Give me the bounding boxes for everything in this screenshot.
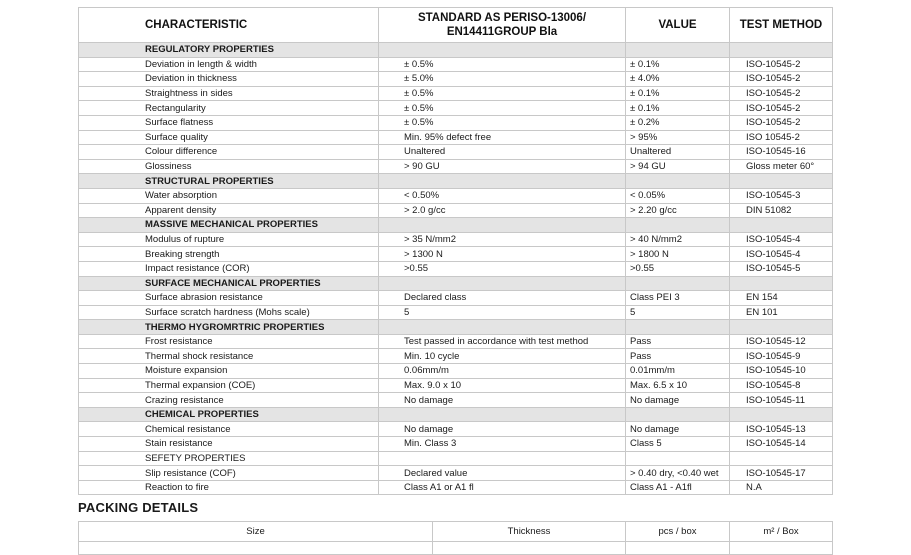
table-row — [79, 145, 833, 160]
standard-cell: < 0.50% — [379, 188, 626, 203]
table-row — [79, 261, 833, 276]
standard-cell: > 1300 N — [379, 247, 626, 262]
table-row — [79, 232, 833, 247]
packing-header-thickness: Thickness — [433, 522, 626, 542]
table-row — [79, 364, 833, 379]
header-value: VALUE — [626, 8, 730, 43]
table-row — [79, 466, 833, 481]
table-row — [79, 334, 833, 349]
section-empty-cell — [379, 174, 626, 189]
characteristic-cell: Slip resistance (COF) — [79, 466, 379, 481]
packing-row — [79, 542, 833, 555]
characteristic-cell: Apparent density — [79, 203, 379, 218]
section-title: SEFETY PROPERTIES — [79, 451, 379, 466]
packing-header-row — [79, 522, 833, 542]
packing-table — [78, 521, 833, 555]
standard-cell: ± 0.5% — [379, 57, 626, 72]
test-method-cell: ISO-10545-8 — [730, 378, 833, 393]
characteristic-cell: Chemical resistance — [79, 422, 379, 437]
section-empty-cell — [626, 320, 730, 335]
value-cell: Pass — [626, 349, 730, 364]
value-cell: 0.01mm/m — [626, 364, 730, 379]
standard-cell: 0.06mm/m — [379, 364, 626, 379]
test-method-cell: ISO-10545-2 — [730, 101, 833, 116]
spec-header-row — [79, 8, 833, 43]
header-standard-line1: STANDARD AS PERISO-13006/ — [417, 12, 587, 24]
header-characteristic: CHARACTERISTIC — [79, 8, 379, 43]
standard-cell: > 90 GU — [379, 159, 626, 174]
section-title: CHEMICAL PROPERTIES — [79, 407, 379, 422]
test-method-cell: ISO-10545-12 — [730, 334, 833, 349]
section-empty-cell — [730, 451, 833, 466]
characteristic-cell: Water absorption — [79, 188, 379, 203]
section-title: THERMO HYGROMRTRIC PROPERTIES — [79, 320, 379, 335]
value-cell: ± 0.1% — [626, 57, 730, 72]
section-empty-cell — [379, 451, 626, 466]
characteristic-cell: Rectangularity — [79, 101, 379, 116]
test-method-cell: EN 101 — [730, 305, 833, 320]
standard-cell: ± 0.5% — [379, 115, 626, 130]
characteristic-cell: Glossiness — [79, 159, 379, 174]
packing-header-pcs-box: pcs / box — [626, 522, 730, 542]
section-empty-cell — [626, 276, 730, 291]
test-method-cell: ISO-10545-16 — [730, 145, 833, 160]
standard-cell: Declared class — [379, 291, 626, 306]
test-method-cell: N.A — [730, 480, 833, 495]
value-cell: >0.55 — [626, 261, 730, 276]
test-method-cell: ISO-10545-2 — [730, 57, 833, 72]
test-method-cell: ISO-10545-5 — [730, 261, 833, 276]
section-header-row — [79, 174, 833, 189]
table-row — [79, 291, 833, 306]
packing-cell — [730, 542, 833, 555]
packing-cell — [626, 542, 730, 555]
test-method-cell: ISO-10545-3 — [730, 188, 833, 203]
standard-cell: > 35 N/mm2 — [379, 232, 626, 247]
table-row — [79, 393, 833, 408]
standard-cell: Min. 10 cycle — [379, 349, 626, 364]
table-row — [79, 130, 833, 145]
section-header-row — [79, 276, 833, 291]
characteristic-cell: Surface flatness — [79, 115, 379, 130]
value-cell: 5 — [626, 305, 730, 320]
standard-cell: No damage — [379, 393, 626, 408]
standard-cell: > 2.0 g/cc — [379, 203, 626, 218]
value-cell: Unaltered — [626, 145, 730, 160]
characteristic-cell: Surface quality — [79, 130, 379, 145]
section-empty-cell — [730, 276, 833, 291]
section-header-row — [79, 43, 833, 58]
standard-cell: ± 5.0% — [379, 72, 626, 87]
characteristic-cell: Moisture expansion — [79, 364, 379, 379]
spec-table-body — [79, 43, 833, 495]
standard-cell: Min. Class 3 — [379, 437, 626, 452]
standard-cell: >0.55 — [379, 261, 626, 276]
test-method-cell: ISO-10545-2 — [730, 115, 833, 130]
characteristic-cell: Reaction to fire — [79, 480, 379, 495]
section-empty-cell — [379, 407, 626, 422]
section-header-row — [79, 451, 833, 466]
test-method-cell: ISO-10545-4 — [730, 232, 833, 247]
header-standard — [379, 8, 626, 43]
table-row — [79, 247, 833, 262]
standard-cell: ± 0.5% — [379, 101, 626, 116]
section-title: SURFACE MECHANICAL PROPERTIES — [79, 276, 379, 291]
section-header-row — [79, 320, 833, 335]
packing-cell — [79, 542, 433, 555]
standard-cell: No damage — [379, 422, 626, 437]
table-row — [79, 349, 833, 364]
test-method-cell: DIN 51082 — [730, 203, 833, 218]
section-header-row — [79, 218, 833, 233]
characteristic-cell: Colour difference — [79, 145, 379, 160]
section-empty-cell — [626, 43, 730, 58]
characteristic-cell: Crazing resistance — [79, 393, 379, 408]
value-cell: > 2.20 g/cc — [626, 203, 730, 218]
value-cell: > 0.40 dry, <0.40 wet — [626, 466, 730, 481]
standard-cell: ± 0.5% — [379, 86, 626, 101]
value-cell: ± 0.1% — [626, 101, 730, 116]
test-method-cell: ISO-10545-14 — [730, 437, 833, 452]
section-title: STRUCTURAL PROPERTIES — [79, 174, 379, 189]
standard-cell: Class A1 or A1 fl — [379, 480, 626, 495]
value-cell: > 1800 N — [626, 247, 730, 262]
table-row — [79, 159, 833, 174]
value-cell: > 40 N/mm2 — [626, 232, 730, 247]
test-method-cell: ISO-10545-17 — [730, 466, 833, 481]
test-method-cell: ISO-10545-4 — [730, 247, 833, 262]
test-method-cell: ISO-10545-2 — [730, 72, 833, 87]
characteristic-cell: Impact resistance (COR) — [79, 261, 379, 276]
value-cell: < 0.05% — [626, 188, 730, 203]
test-method-cell: ISO-10545-11 — [730, 393, 833, 408]
table-row — [79, 480, 833, 495]
test-method-cell: ISO-10545-10 — [730, 364, 833, 379]
section-empty-cell — [379, 43, 626, 58]
standard-cell: Declared value — [379, 466, 626, 481]
test-method-cell: ISO-10545-2 — [730, 86, 833, 101]
value-cell: Pass — [626, 334, 730, 349]
packing-header-size: Size — [79, 522, 433, 542]
section-empty-cell — [730, 174, 833, 189]
characteristic-cell: Frost resistance — [79, 334, 379, 349]
value-cell: ± 0.2% — [626, 115, 730, 130]
packing-header-m2-box: m² / Box — [730, 522, 833, 542]
section-empty-cell — [379, 276, 626, 291]
value-cell: Max. 6.5 x 10 — [626, 378, 730, 393]
table-row — [79, 305, 833, 320]
value-cell: No damage — [626, 393, 730, 408]
table-row — [79, 378, 833, 393]
test-method-cell: EN 154 — [730, 291, 833, 306]
characteristic-cell: Thermal shock resistance — [79, 349, 379, 364]
table-row — [79, 203, 833, 218]
value-cell: ± 4.0% — [626, 72, 730, 87]
characteristic-cell: Breaking strength — [79, 247, 379, 262]
value-cell: > 95% — [626, 130, 730, 145]
characteristic-cell: Surface abrasion resistance — [79, 291, 379, 306]
standard-cell: Max. 9.0 x 10 — [379, 378, 626, 393]
value-cell: ± 0.1% — [626, 86, 730, 101]
section-title: REGULATORY PROPERTIES — [79, 43, 379, 58]
section-empty-cell — [379, 218, 626, 233]
characteristic-cell: Straightness in sides — [79, 86, 379, 101]
section-empty-cell — [730, 218, 833, 233]
section-empty-cell — [626, 451, 730, 466]
section-empty-cell — [730, 320, 833, 335]
table-row — [79, 115, 833, 130]
value-cell: Class A1 - A1fl — [626, 480, 730, 495]
table-row — [79, 86, 833, 101]
section-empty-cell — [730, 407, 833, 422]
test-method-cell: Gloss meter 60° — [730, 159, 833, 174]
value-cell: Class PEI 3 — [626, 291, 730, 306]
header-standard-line2: EN14411GROUP Bla — [446, 26, 558, 38]
section-empty-cell — [626, 407, 730, 422]
test-method-cell: ISO-10545-13 — [730, 422, 833, 437]
header-test-method: TEST METHOD — [730, 8, 833, 43]
table-row — [79, 101, 833, 116]
characteristic-cell: Thermal expansion (COE) — [79, 378, 379, 393]
standard-cell: 5 — [379, 305, 626, 320]
standard-cell: Min. 95% defect free — [379, 130, 626, 145]
value-cell: Class 5 — [626, 437, 730, 452]
section-title: MASSIVE MECHANICAL PROPERTIES — [79, 218, 379, 233]
table-row — [79, 422, 833, 437]
specification-table — [78, 7, 833, 495]
section-empty-cell — [730, 43, 833, 58]
table-row — [79, 188, 833, 203]
characteristic-cell: Modulus of rupture — [79, 232, 379, 247]
table-row — [79, 57, 833, 72]
section-empty-cell — [626, 174, 730, 189]
section-empty-cell — [379, 320, 626, 335]
section-header-row — [79, 407, 833, 422]
standard-cell: Unaltered — [379, 145, 626, 160]
test-method-cell: ISO 10545-2 — [730, 130, 833, 145]
section-empty-cell — [626, 218, 730, 233]
characteristic-cell: Deviation in thickness — [79, 72, 379, 87]
table-row — [79, 437, 833, 452]
packing-details-title: PACKING DETAILS — [78, 500, 199, 515]
characteristic-cell: Deviation in length & width — [79, 57, 379, 72]
value-cell: No damage — [626, 422, 730, 437]
characteristic-cell: Stain resistance — [79, 437, 379, 452]
characteristic-cell: Surface scratch hardness (Mohs scale) — [79, 305, 379, 320]
table-row — [79, 72, 833, 87]
value-cell: > 94 GU — [626, 159, 730, 174]
test-method-cell: ISO-10545-9 — [730, 349, 833, 364]
packing-cell — [433, 542, 626, 555]
standard-cell: Test passed in accordance with test method — [379, 334, 626, 349]
